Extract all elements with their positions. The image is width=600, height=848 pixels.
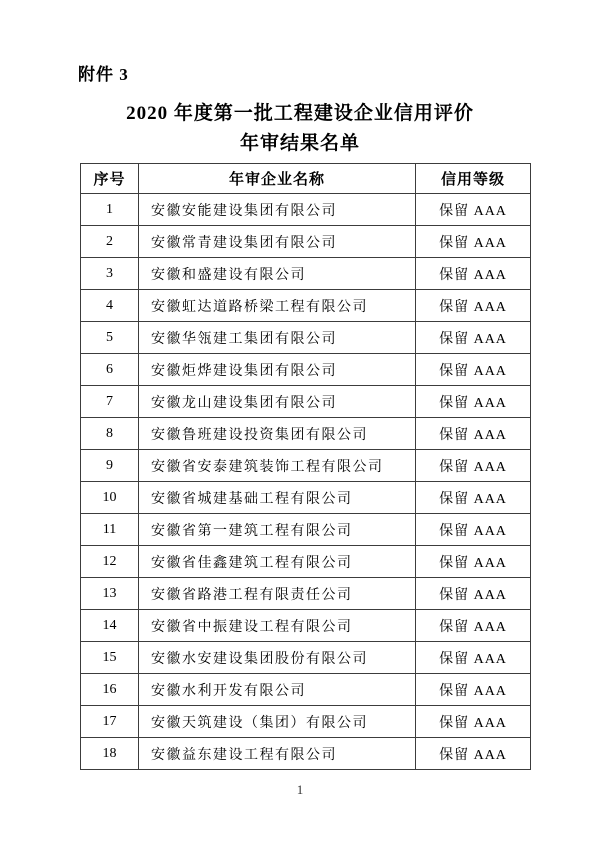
- table-row: [81, 226, 531, 258]
- company-name-cell: 安徽省中振建设工程有限公司: [139, 610, 416, 642]
- table-row: [81, 354, 531, 386]
- table-row: [81, 194, 531, 226]
- table-row: [81, 610, 531, 642]
- document-title: [0, 99, 600, 159]
- credit-rating-cell: 保留 AAA: [416, 706, 531, 738]
- row-number-cell: 9: [81, 450, 139, 482]
- table-row: [81, 514, 531, 546]
- row-number-cell: 8: [81, 418, 139, 450]
- company-name-cell: 安徽常青建设集团有限公司: [139, 226, 416, 258]
- page-number: 1: [296, 782, 304, 797]
- row-number-cell: 4: [81, 290, 139, 322]
- company-name-cell: 安徽和盛建设有限公司: [139, 258, 416, 290]
- credit-rating-cell: 保留 AAA: [416, 578, 531, 610]
- credit-rating-cell: 保留 AAA: [416, 514, 531, 546]
- company-name-cell: 安徽省第一建筑工程有限公司: [139, 514, 416, 546]
- row-number-cell: 17: [81, 706, 139, 738]
- credit-rating-cell: 保留 AAA: [416, 290, 531, 322]
- row-number-cell: 14: [81, 610, 139, 642]
- row-number-cell: 6: [81, 354, 139, 386]
- table-row: [81, 642, 531, 674]
- company-name-cell: 安徽虹达道路桥梁工程有限公司: [139, 290, 416, 322]
- credit-rating-cell: 保留 AAA: [416, 738, 531, 770]
- col-header-credit-rating: 信用等级: [416, 164, 531, 194]
- credit-rating-cell: 保留 AAA: [416, 258, 531, 290]
- company-name-cell: 安徽安能建设集团有限公司: [139, 194, 416, 226]
- row-number-cell: 11: [81, 514, 139, 546]
- col-header-company-name: 年审企业名称: [139, 164, 416, 194]
- row-number-cell: 2: [81, 226, 139, 258]
- table-row: [81, 706, 531, 738]
- table-row: [81, 546, 531, 578]
- credit-rating-table: [80, 163, 531, 770]
- company-name-cell: 安徽省城建基础工程有限公司: [139, 482, 416, 514]
- credit-rating-cell: 保留 AAA: [416, 386, 531, 418]
- company-name-cell: 安徽鲁班建设投资集团有限公司: [139, 418, 416, 450]
- credit-rating-cell: 保留 AAA: [416, 610, 531, 642]
- attachment-label: 附件 3: [78, 65, 129, 84]
- company-name-cell: 安徽省路港工程有限责任公司: [139, 578, 416, 610]
- credit-rating-cell: 保留 AAA: [416, 642, 531, 674]
- table-row: [81, 322, 531, 354]
- row-number-cell: 5: [81, 322, 139, 354]
- company-name-cell: 安徽益东建设工程有限公司: [139, 738, 416, 770]
- row-number-cell: 16: [81, 674, 139, 706]
- company-name-cell: 安徽水安建设集团股份有限公司: [139, 642, 416, 674]
- company-name-cell: 安徽省安泰建筑装饰工程有限公司: [139, 450, 416, 482]
- table-row: [81, 386, 531, 418]
- row-number-cell: 13: [81, 578, 139, 610]
- row-number-cell: 3: [81, 258, 139, 290]
- company-name-cell: 安徽省佳鑫建筑工程有限公司: [139, 546, 416, 578]
- credit-rating-cell: 保留 AAA: [416, 322, 531, 354]
- col-header-serial-number: 序号: [81, 164, 139, 194]
- table-row: [81, 450, 531, 482]
- row-number-cell: 18: [81, 738, 139, 770]
- row-number-cell: 10: [81, 482, 139, 514]
- table-row: [81, 482, 531, 514]
- row-number-cell: 7: [81, 386, 139, 418]
- table-row: [81, 578, 531, 610]
- row-number-cell: 15: [81, 642, 139, 674]
- credit-rating-cell: 保留 AAA: [416, 418, 531, 450]
- company-name-cell: 安徽华瓴建工集团有限公司: [139, 322, 416, 354]
- credit-rating-cell: 保留 AAA: [416, 674, 531, 706]
- company-name-cell: 安徽龙山建设集团有限公司: [139, 386, 416, 418]
- table-row: [81, 738, 531, 770]
- company-name-cell: 安徽水利开发有限公司: [139, 674, 416, 706]
- company-name-cell: 安徽天筑建设（集团）有限公司: [139, 706, 416, 738]
- credit-rating-cell: 保留 AAA: [416, 450, 531, 482]
- table-row: [81, 290, 531, 322]
- credit-rating-cell: 保留 AAA: [416, 482, 531, 514]
- table-row: [81, 674, 531, 706]
- row-number-cell: 12: [81, 546, 139, 578]
- credit-rating-cell: 保留 AAA: [416, 546, 531, 578]
- document-title-line1: 2020 年度第一批工程建设企业信用评价: [126, 103, 474, 124]
- table-body: [81, 194, 531, 770]
- credit-rating-cell: 保留 AAA: [416, 194, 531, 226]
- table-header-row: [81, 164, 531, 194]
- table-row: [81, 258, 531, 290]
- document-title-line2: 年审结果名单: [239, 133, 360, 154]
- table-row: [81, 418, 531, 450]
- company-name-cell: 安徽炬烨建设集团有限公司: [139, 354, 416, 386]
- credit-rating-cell: 保留 AAA: [416, 226, 531, 258]
- row-number-cell: 1: [81, 194, 139, 226]
- credit-rating-cell: 保留 AAA: [416, 354, 531, 386]
